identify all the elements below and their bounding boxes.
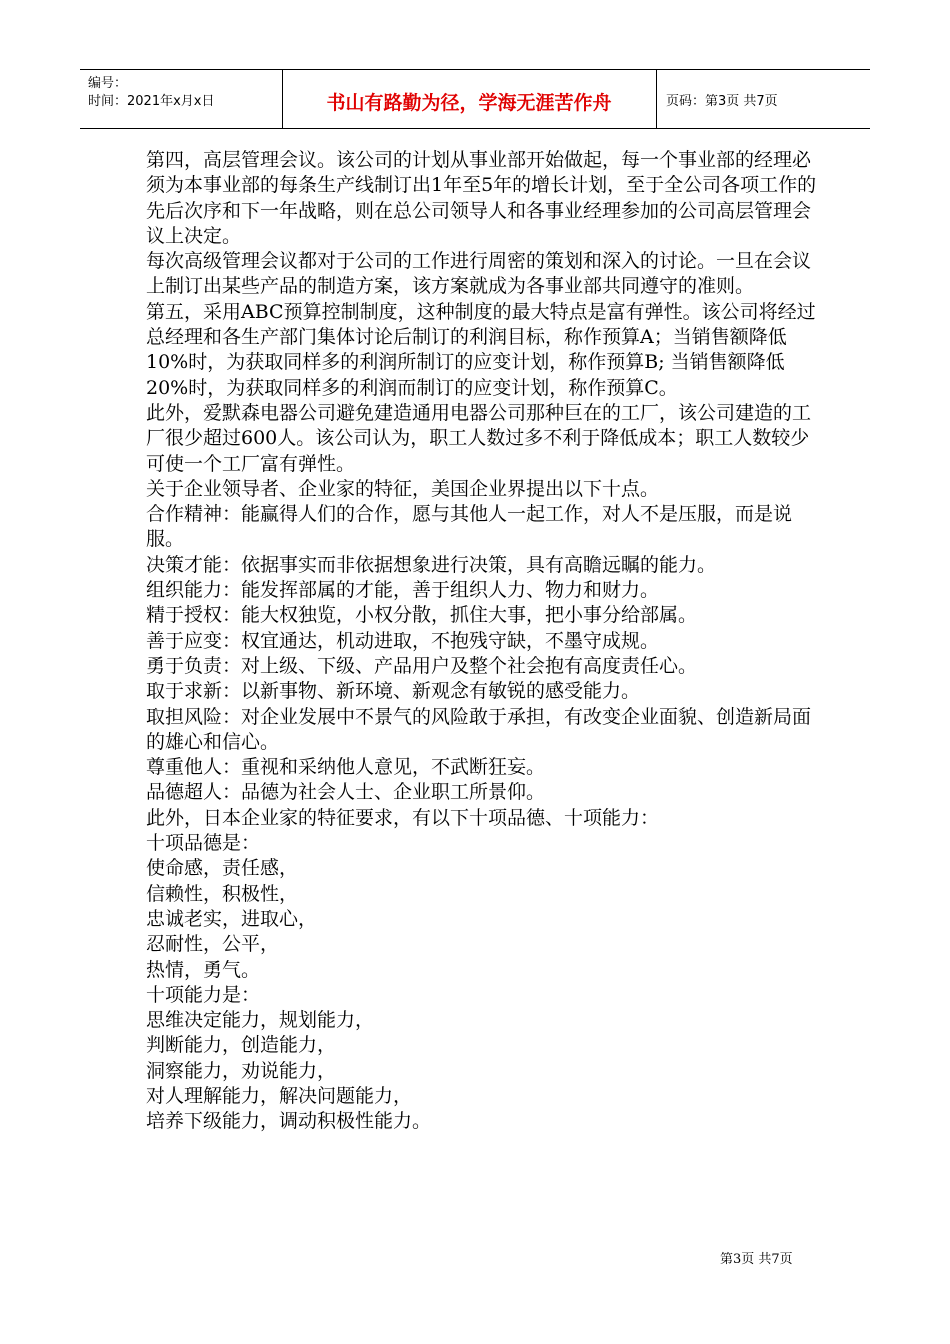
paragraph: 取于求新：以新事物、新环境、新观念有敏锐的感受能力。: [146, 680, 641, 703]
paragraph: 精于授权：能大权独览，小权分散，抓住大事，把小事分给部属。: [146, 604, 698, 627]
paragraph: 思维决定能力，规划能力，: [146, 1009, 375, 1032]
paragraph: 每次高级管理会议都对于公司的工作进行周密的策划和深入的讨论。一旦在会议上制订出某些产品的制造方案，该方案就成为各事业部共同遵守的准则。: [146, 250, 812, 298]
body-text: [146, 148, 826, 1135]
paragraph: 合作精神：能赢得人们的合作，愿与其他人一起工作，对人不是压服，而是说服。: [146, 503, 793, 551]
header-bottom-rule: [80, 128, 870, 129]
paragraph: 十项品德是：: [146, 832, 261, 855]
paragraph: 此外，日本企业家的特征要求，有以下十项品德、十项能力：: [146, 806, 660, 829]
paragraph: 判断能力，创造能力，: [146, 1034, 337, 1057]
paragraph: 勇于负责：对上级、下级、产品用户及整个社会抱有高度责任心。: [146, 654, 698, 677]
paragraph: 取担风险：对企业发展中不景气的风险敢于承担，有改变企业面貌、创造新局面的雄心和信心。: [146, 705, 812, 753]
paragraph: 组织能力：能发挥部属的才能，善于组织人力、物力和财力。: [146, 579, 660, 602]
header-date-label: 时间：2021年x月x日: [88, 94, 215, 109]
paragraph: 热情，勇气。: [146, 958, 261, 981]
paragraph: 培养下级能力，调动积极性能力。: [146, 1110, 432, 1133]
footer-page-number: 第3页 共7页: [720, 1252, 793, 1267]
paragraph: 第四，高层管理会议。该公司的计划从事业部开始做起，每一个事业部的经理必须为本事业部的每条生产线制订出1年至5年的增长计划，至于全公司各项工作的先后次序和下一年战略，则在总公司领导人和各事业经理参加的公司高层管理会议上决定。: [146, 149, 817, 247]
paragraph: 尊重他人：重视和采纳他人意见，不武断狂妄。: [146, 756, 546, 779]
paragraph: 关于企业领导者、企业家的特征，美国企业界提出以下十点。: [146, 477, 660, 500]
paragraph: 信赖性，积极性，: [146, 882, 299, 905]
header-top-rule: [80, 69, 870, 70]
header-number-label: 编号：: [88, 76, 128, 91]
header-motto: 书山有路勤为径，学海无涯苦作舟: [326, 92, 612, 114]
paragraph: 十项能力是：: [146, 983, 261, 1006]
header-divider-right: [656, 69, 657, 129]
paragraph: 第五，采用ABC预算控制制度，这种制度的最大特点是富有弹性。该公司将经过总经理和各生产部门集体讨论后制订的利润目标，称作预算A；当销售额降低10%时，为获取同样多的利润所制订的应变计划，称作预算B; 当销售额降低20%时，为获取同样多的利润而制订的应变计划，称作预算C。: [146, 300, 816, 399]
paragraph: 善于应变：权宜通达，机动进取，不抱残守缺，不墨守成规。: [146, 629, 660, 652]
paragraph: 决策才能：依据事实而非依据想象进行决策，具有高瞻远瞩的能力。: [146, 553, 717, 576]
header-page-label: 页码：第3页 共7页: [666, 94, 778, 109]
paragraph: 忠诚老实，进取心，: [146, 907, 318, 930]
paragraph: 洞察能力，劝说能力，: [146, 1059, 337, 1082]
paragraph: 品德超人：品德为社会人士、企业职工所景仰。: [146, 781, 546, 804]
paragraph: 对人理解能力，解决问题能力，: [146, 1084, 413, 1107]
paragraph: 此外，爱默森电器公司避免建造通用电器公司那种巨在的工厂，该公司建造的工厂很少超过600人。该公司认为，职工人数过多不利于降低成本；职工人数较少可使一个工厂富有弹性。: [146, 401, 812, 475]
paragraph: 忍耐性，公平，: [146, 933, 280, 956]
paragraph: 使命感，责任感，: [146, 857, 299, 880]
